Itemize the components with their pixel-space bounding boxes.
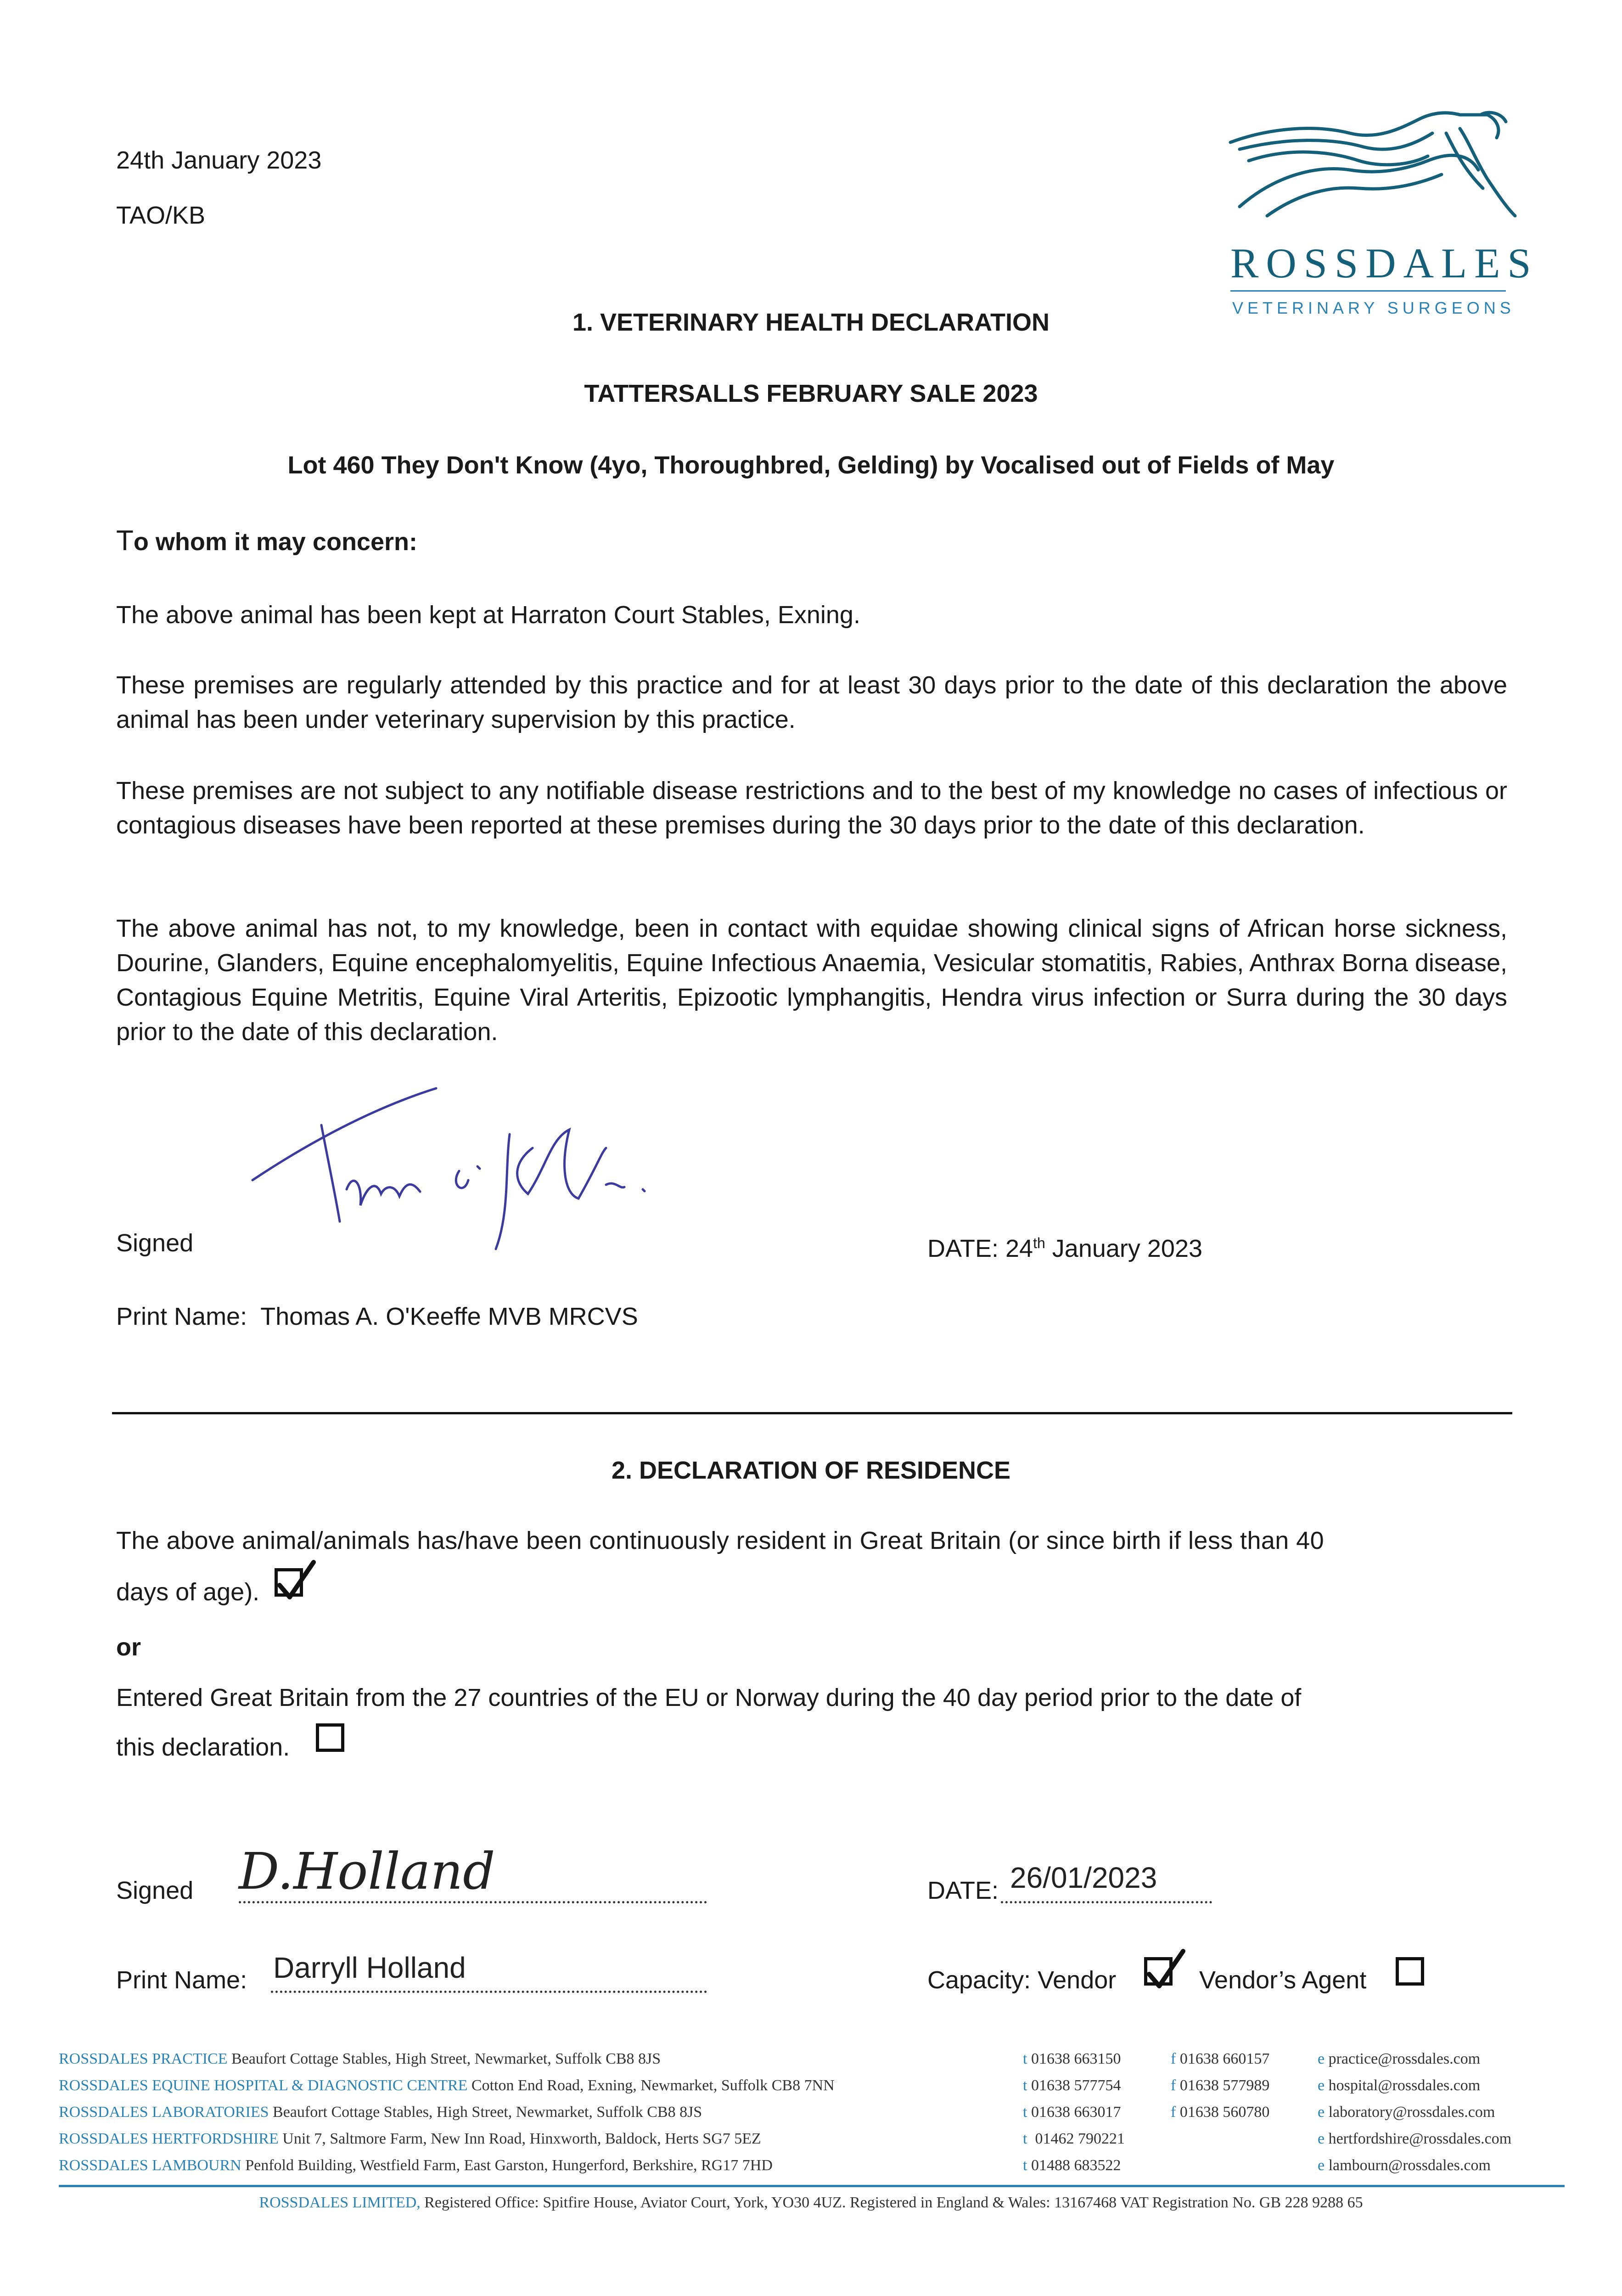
footer-fax: f 01638 560780 — [1171, 2104, 1270, 2121]
residence-option2-checkbox[interactable] — [316, 1723, 344, 1752]
footer-row: ROSSDALES EQUINE HOSPITAL & DIAGNOSTIC CENTRE Cotton End Road, Exning, Newmarket, Suffolk CB8 7NN — [59, 2077, 835, 2094]
section-divider — [112, 1412, 1512, 1414]
residence-option1-line2: days of age). — [116, 1578, 260, 1606]
lot-title: Lot 460 They Don't Know (4yo, Thoroughbred, Gelding) by Vocalised out of Fields of May — [287, 451, 1335, 479]
footer-email[interactable]: e practice@rossdales.com — [1318, 2050, 1481, 2067]
vendor-date-line — [1001, 1901, 1212, 1903]
footer-row: ROSSDALES LAMBOURN Penfold Building, Westfield Farm, East Garston, Hungerford, Berkshire, RG17 7HD — [59, 2157, 773, 2174]
vendor-print-name-line — [271, 1991, 707, 1993]
capacity-vendor-checkbox[interactable] — [1144, 1957, 1173, 1986]
footer-fax: f 01638 660157 — [1171, 2050, 1270, 2067]
footer-email[interactable]: e hertfordshire@rossdales.com — [1318, 2130, 1512, 2147]
capacity-agent-label: Vendor’s Agent — [1199, 1966, 1367, 1994]
footer-divider — [59, 2185, 1565, 2187]
footer-row: ROSSDALES HERTFORDSHIRE Unit 7, Saltmore Farm, New Inn Road, Hinxworth, Baldock, Herts SG7 5EZ — [59, 2130, 761, 2147]
vet-signature — [248, 1075, 661, 1258]
vet-date: DATE: 24th January 2023 — [927, 1235, 1203, 1262]
footer-email[interactable]: e lambourn@rossdales.com — [1318, 2157, 1491, 2174]
checkmark-icon — [271, 1559, 317, 1604]
letter-date: 24th January 2023 — [116, 146, 322, 174]
footer-row: ROSSDALES PRACTICE Beaufort Cottage Stables, High Street, Newmarket, Suffolk CB8 8JS — [59, 2050, 661, 2067]
footer-tel: t 01638 663017 — [1023, 2104, 1121, 2121]
vendor-date-label: DATE: — [927, 1877, 999, 1904]
rossdales-logo — [1212, 101, 1538, 340]
paragraph-contact: The above animal has not, to my knowledge, been in contact with equidae showing clinical signs of African horse sickness, Dourine, Glanders, Equine encephalomyelitis, Equine Infectious Anaemia, Vesicular stomatitis, Rabies, Anthrax Borna disease, Contagious Equine Metritis, Equine Viral Arteritis, Epizootic lymphangitis, Hendra virus infection or Surra during the 30 days prior to the date of this declaration. — [116, 915, 1507, 1046]
capacity-agent-checkbox[interactable] — [1396, 1957, 1424, 1986]
footer-email[interactable]: e laboratory@rossdales.com — [1318, 2104, 1495, 2121]
footer-tel: t 01638 663150 — [1023, 2050, 1121, 2067]
logo-divider — [1230, 290, 1506, 292]
residence-option1-checkbox[interactable] — [275, 1568, 303, 1597]
vendor-signature-line — [239, 1901, 707, 1903]
footer-tel: t 01488 683522 — [1023, 2157, 1121, 2174]
paragraph-restrictions: These premises are not subject to any notifiable disease restrictions and to the best of my knowledge no cases of infectious or contagious diseases have been reported at these premises during the 30 days prior to the date of this declaration. — [116, 777, 1507, 839]
horse-logo-icon — [1212, 101, 1524, 239]
letter-reference: TAO/KB — [116, 202, 206, 229]
salutation: To whom it may concern: — [116, 525, 417, 557]
residence-option2-line1: Entered Great Britain from the 27 countries of the EU or Norway during the 40 day period prior to the date of — [116, 1684, 1302, 1711]
logo-tagline: VETERINARY SURGEONS — [1232, 298, 1515, 317]
paragraph-supervision: These premises are regularly attended by this practice and for at least 30 days prior to the date of this declaration the above animal has been under veterinary supervision by this practice. — [116, 671, 1507, 733]
vet-signature-scribble — [248, 1075, 661, 1258]
paragraph-premises: The above animal has been kept at Harraton Court Stables, Exning. — [116, 601, 860, 629]
footer-row: ROSSDALES LABORATORIES Beaufort Cottage Stables, High Street, Newmarket, Suffolk CB8 8JS — [59, 2104, 702, 2121]
section1-title: 1. VETERINARY HEALTH DECLARATION — [572, 309, 1050, 336]
sale-title: TATTERSALLS FEBRUARY SALE 2023 — [584, 380, 1038, 407]
vet-signed-label: Signed — [116, 1229, 194, 1257]
footer-registration: ROSSDALES LIMITED, Registered Office: Spitfire House, Aviator Court, York, YO30 4UZ. Registered in England & Wales: 13167468 VAT Registration No. GB 228 9288 65 — [259, 2194, 1363, 2211]
vendor-signature: D.Holland — [239, 1842, 495, 1901]
footer-email[interactable]: e hospital@rossdales.com — [1318, 2077, 1481, 2094]
checkmark-icon — [1141, 1947, 1187, 1993]
vendor-date-value[interactable]: 26/01/2023 — [1010, 1861, 1157, 1894]
or-separator: or — [116, 1633, 141, 1661]
capacity-label: Capacity: Vendor — [927, 1966, 1117, 1994]
footer-tel: t 01462 790221 — [1023, 2130, 1125, 2147]
vendor-print-name-label: Print Name: — [116, 1966, 247, 1994]
vendor-signed-label: Signed — [116, 1877, 194, 1904]
residence-option2-line2: this declaration. — [116, 1733, 290, 1761]
footer-tel: t 01638 577754 — [1023, 2077, 1121, 2094]
vet-print-name: Print Name: Thomas A. O'Keeffe MVB MRCVS — [116, 1303, 638, 1330]
logo-name: ROSSDALES — [1230, 240, 1538, 287]
section2-title: 2. DECLARATION OF RESIDENCE — [611, 1457, 1011, 1484]
vendor-print-name-value[interactable]: Darryll Holland — [273, 1951, 466, 1984]
residence-option1-line1: The above animal/animals has/have been continuously resident in Great Britain (or since birth if less than 40 — [116, 1527, 1325, 1554]
footer-fax: f 01638 577989 — [1171, 2077, 1270, 2094]
